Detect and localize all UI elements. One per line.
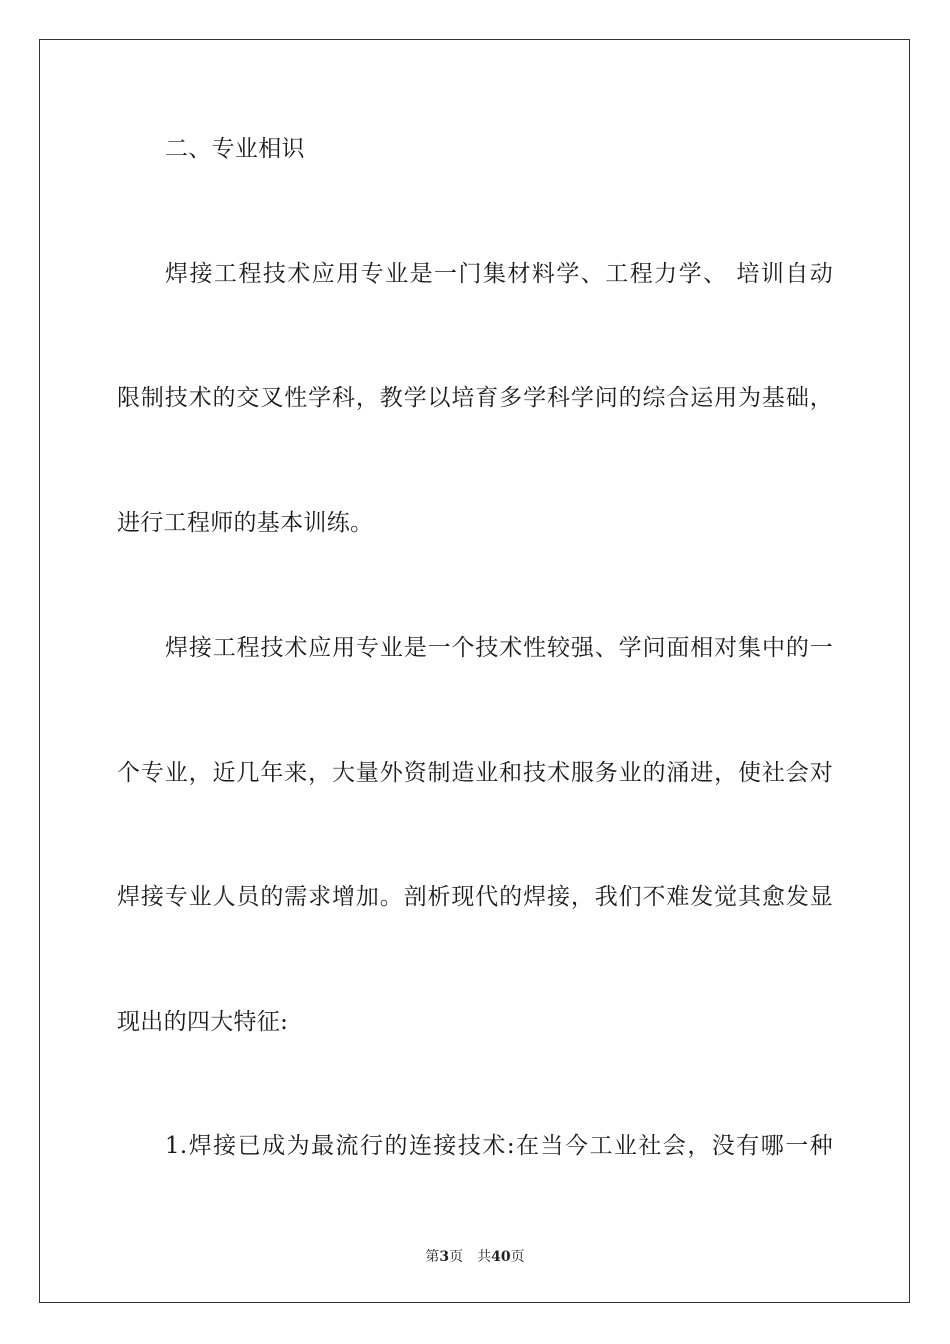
paragraph-line: 进行工程师的基本训练。	[117, 510, 374, 536]
page-prefix: 第	[425, 1249, 440, 1265]
page-suffix: 页	[449, 1249, 464, 1265]
list-item-line: 1.焊接已成为最流行的连接技术:在当今工业社会，没有哪一种	[165, 1133, 833, 1159]
paragraph-line: 限制技术的交叉性学科，教学以培育多学科学问的综合运用为基础，	[117, 385, 833, 411]
total-prefix: 共	[477, 1249, 492, 1265]
page-footer	[0, 1248, 950, 1266]
paragraph-line: 现出的四大特征:	[117, 1009, 289, 1035]
total-suffix: 页	[510, 1249, 525, 1265]
section-heading: 二、专业相识	[165, 136, 305, 162]
page-number: 3	[439, 1249, 450, 1265]
page-border	[39, 39, 910, 1303]
total-pages: 40	[491, 1249, 511, 1265]
paragraph-line: 焊接工程技术应用专业是一个技术性较强、学问面相对集中的一	[165, 635, 833, 661]
paragraph-line: 焊接工程技术应用专业是一门集材料学、工程力学、 培训自动	[165, 261, 833, 287]
paragraph-line: 个专业，近几年来，大量外资制造业和技术服务业的涌进，使社会对	[117, 760, 833, 786]
paragraph-line: 焊接专业人员的需求增加。剖析现代的焊接，我们不难发觉其愈发显	[117, 884, 833, 910]
